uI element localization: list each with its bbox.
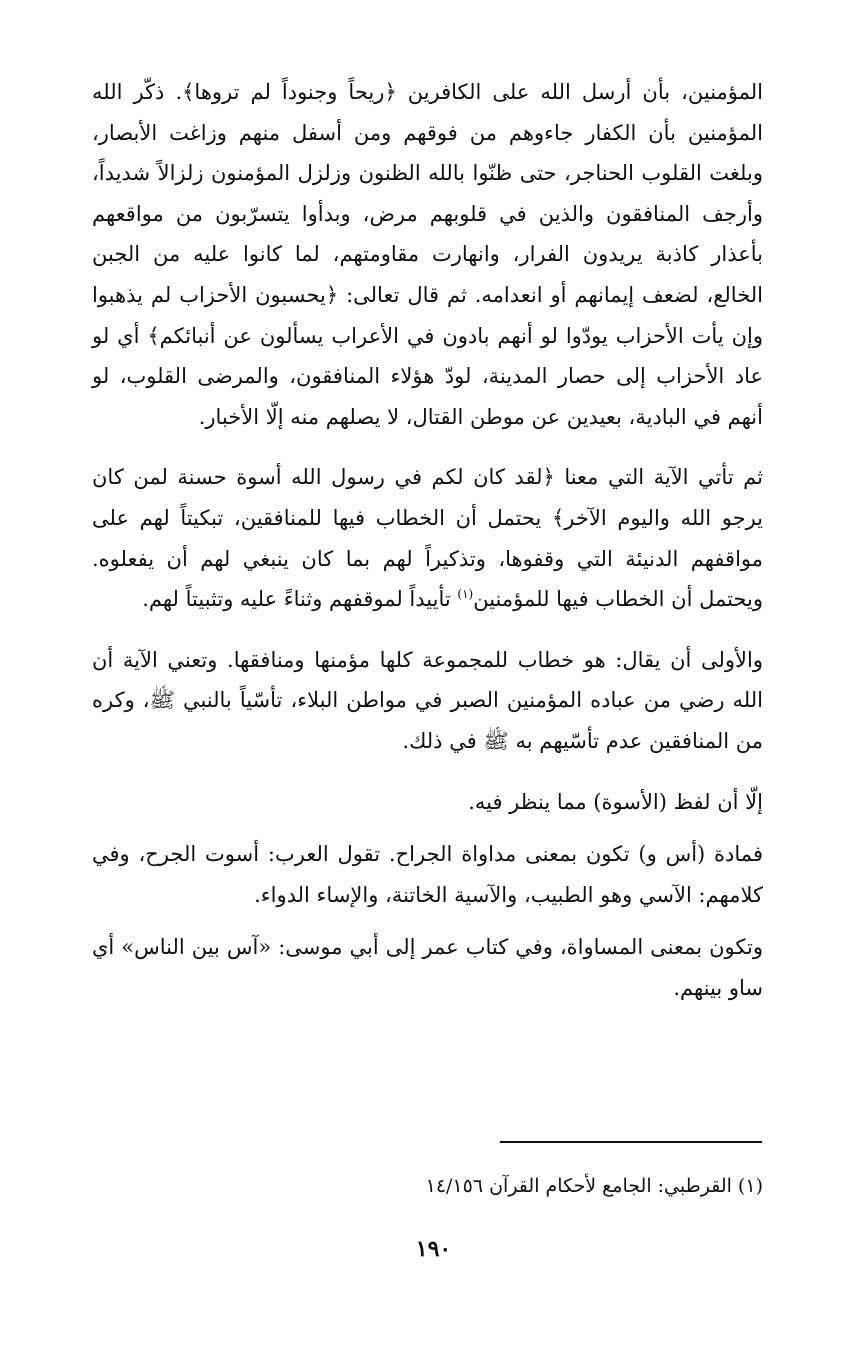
paragraph-2-text: ثم تأتي الآية التي معنا ﴿لقد كان لكم في رسول الله أسوة حسنة لمن كان يرجو الله واليوم الآخر﴾ يحتمل أن الخطاب فيها للمنافقين، تبكيتاً لهم على مواقفهم الدنيئة التي وقفوها، وتذكيراً لهم بما كان ينبغي لهم أن يفعلوه. ويحتمل أن الخطاب فيها للمؤمنين <box>92 465 763 612</box>
paragraph-6: وتكون بمعنى المساواة، وفي كتاب عمر إلى أبي موسى: «آس بين الناس» أي ساو بينهم. <box>92 935 763 1000</box>
paragraph-2-text-end: تأييداً لموقفهم وثناءً عليه وتثبيتاً لهم. <box>142 587 458 612</box>
page-number: ١٩٠ <box>415 1236 452 1262</box>
paragraph-4: إلّا أن لفظ (الأسوة) مما ينظر فيه. <box>468 789 763 814</box>
footnote-marker[interactable]: (١) <box>457 587 474 602</box>
paragraph-5: فمادة (أس و) تكون بمعنى مداواة الجراح. تقول العرب: أسوت الجرح، وفي كلامهم: الآسي وهو الطبيب، والآسية الخاتنة، والإساء الدواء. <box>92 842 763 907</box>
footnote-divider <box>500 1141 762 1143</box>
paragraph-2 <box>92 457 763 619</box>
paragraph-3: والأولى أن يقال: هو خطاب للمجموعة كلها مؤمنها ومنافقها. وتعني الآية أن الله رضي من عباده المؤمنين الصبر في مواطن البلاء، تأسّياً بالنبي ﷺ، وكره من المنافقين عدم تأسّيهم به ﷺ في ذلك. <box>92 647 763 753</box>
paragraph-1: المؤمنين، بأن أرسل الله على الكافرين ﴿ريحاً وجنوداً لم تروها﴾. ذكّر الله المؤمنين بأن الكفار جاءوهم من فوقهم ومن أسفل منهم وزاغت الأبصار، وبلغت القلوب الحناجر، حتى ظنّوا بالله الظنون وزلزل المؤمنون زلزالاً شديداً، وأرجف المنافقون والذين في قلوبهم مرض، وبدأوا يتسرّبون من مواقعهم بأعذار كاذبة يريدون الفرار، وانهارت مقاومتهم، لما كانوا عليه من الجبن الخالع، لضعف إيمانهم أو انعدامه. ثم قال تعالى: ﴿يحسبون الأحزاب لم يذهبوا وإن يأت الأحزاب يودّوا لو أنهم بادون في الأعراب يسألون عن أنبائكم﴾ أي لو عاد الأحزاب إلى حصار المدينة، لودّ هؤلاء المنافقون، والمرضى القلوب، لو أنهم في البادية، بعيدين عن موطن القتال، لا يصلهم منه إلّا الأخبار. <box>92 80 764 429</box>
footnote: (١) القرطبي: الجامع لأحكام القرآن ١٤/١٥٦ <box>425 1175 763 1197</box>
main-text <box>92 72 763 1008</box>
